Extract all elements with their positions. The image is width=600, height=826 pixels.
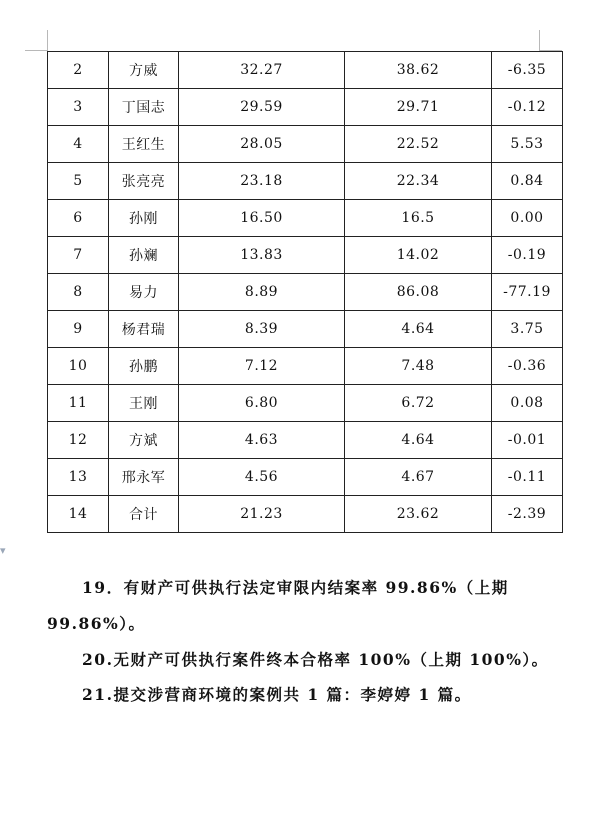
name-cell: 丁国志 <box>109 89 179 126</box>
difference-cell: 0.00 <box>492 200 563 237</box>
row-number-cell: 6 <box>48 200 109 237</box>
row-number-cell: 10 <box>48 348 109 385</box>
table-body <box>48 52 563 533</box>
table-row <box>48 422 563 459</box>
row-number-cell: 8 <box>48 274 109 311</box>
value-a-cell: 7.12 <box>179 348 345 385</box>
difference-cell: 5.53 <box>492 126 563 163</box>
value-b-cell: 7.48 <box>345 348 492 385</box>
difference-cell: -0.11 <box>492 459 563 496</box>
difference-cell: -0.12 <box>492 89 563 126</box>
table-row <box>48 163 563 200</box>
paragraph-19-line-1: 19．有财产可供执行法定审限内结案率 99.86%（上期 <box>82 578 509 597</box>
value-a-cell: 4.56 <box>179 459 345 496</box>
value-b-cell: 6.72 <box>345 385 492 422</box>
crop-mark-right-vertical <box>539 30 540 51</box>
difference-cell: 0.08 <box>492 385 563 422</box>
difference-cell: -0.36 <box>492 348 563 385</box>
value-b-cell: 14.02 <box>345 237 492 274</box>
difference-cell: -6.35 <box>492 52 563 89</box>
value-a-cell: 8.89 <box>179 274 345 311</box>
name-cell: 邢永军 <box>109 459 179 496</box>
value-b-cell: 23.62 <box>345 496 492 533</box>
value-a-cell: 13.83 <box>179 237 345 274</box>
difference-cell: 0.84 <box>492 163 563 200</box>
row-number-cell: 3 <box>48 89 109 126</box>
table-row <box>48 200 563 237</box>
name-cell: 王红生 <box>109 126 179 163</box>
value-b-cell: 4.64 <box>345 311 492 348</box>
value-b-cell: 22.34 <box>345 163 492 200</box>
name-cell: 方威 <box>109 52 179 89</box>
value-b-cell: 29.71 <box>345 89 492 126</box>
paragraph-20: 20.无财产可供执行案件终本合格率 100%（上期 100%）。 <box>82 650 549 669</box>
crop-mark-left-horizontal <box>25 50 47 51</box>
name-cell: 张亮亮 <box>109 163 179 200</box>
row-number-cell: 2 <box>48 52 109 89</box>
value-a-cell: 28.05 <box>179 126 345 163</box>
table-row <box>48 89 563 126</box>
row-number-cell: 11 <box>48 385 109 422</box>
difference-cell: -2.39 <box>492 496 563 533</box>
value-a-cell: 23.18 <box>179 163 345 200</box>
row-number-cell: 5 <box>48 163 109 200</box>
value-a-cell: 21.23 <box>179 496 345 533</box>
value-a-cell: 6.80 <box>179 385 345 422</box>
value-b-cell: 4.64 <box>345 422 492 459</box>
statistics-table <box>47 51 563 533</box>
value-b-cell: 16.5 <box>345 200 492 237</box>
value-b-cell: 22.52 <box>345 126 492 163</box>
crop-mark-left-vertical <box>47 30 48 51</box>
value-a-cell: 16.50 <box>179 200 345 237</box>
value-b-cell: 86.08 <box>345 274 492 311</box>
table-row <box>48 274 563 311</box>
difference-cell: -77.19 <box>492 274 563 311</box>
row-number-cell: 4 <box>48 126 109 163</box>
name-cell: 杨君瑞 <box>109 311 179 348</box>
margin-expand-icon[interactable]: ▾ <box>0 544 6 557</box>
table-row <box>48 496 563 533</box>
paragraph-19-line-2: 99.86%）。 <box>47 614 146 633</box>
name-cell: 孙刚 <box>109 200 179 237</box>
row-number-cell: 14 <box>48 496 109 533</box>
difference-cell: -0.19 <box>492 237 563 274</box>
name-cell: 合计 <box>109 496 179 533</box>
value-b-cell: 4.67 <box>345 459 492 496</box>
table-row <box>48 311 563 348</box>
table-row <box>48 237 563 274</box>
table-row <box>48 348 563 385</box>
name-cell: 易力 <box>109 274 179 311</box>
row-number-cell: 12 <box>48 422 109 459</box>
value-b-cell: 38.62 <box>345 52 492 89</box>
name-cell: 孙鹏 <box>109 348 179 385</box>
value-a-cell: 8.39 <box>179 311 345 348</box>
value-a-cell: 4.63 <box>179 422 345 459</box>
row-number-cell: 13 <box>48 459 109 496</box>
difference-cell: -0.01 <box>492 422 563 459</box>
table-row <box>48 52 563 89</box>
name-cell: 王刚 <box>109 385 179 422</box>
paragraph-21: 21.提交涉营商环境的案例共 1 篇：李婷婷 1 篇。 <box>82 685 472 704</box>
row-number-cell: 9 <box>48 311 109 348</box>
name-cell: 孙斓 <box>109 237 179 274</box>
table-row <box>48 459 563 496</box>
value-a-cell: 32.27 <box>179 52 345 89</box>
table-row <box>48 385 563 422</box>
value-a-cell: 29.59 <box>179 89 345 126</box>
table-row <box>48 126 563 163</box>
name-cell: 方斌 <box>109 422 179 459</box>
difference-cell: 3.75 <box>492 311 563 348</box>
row-number-cell: 7 <box>48 237 109 274</box>
